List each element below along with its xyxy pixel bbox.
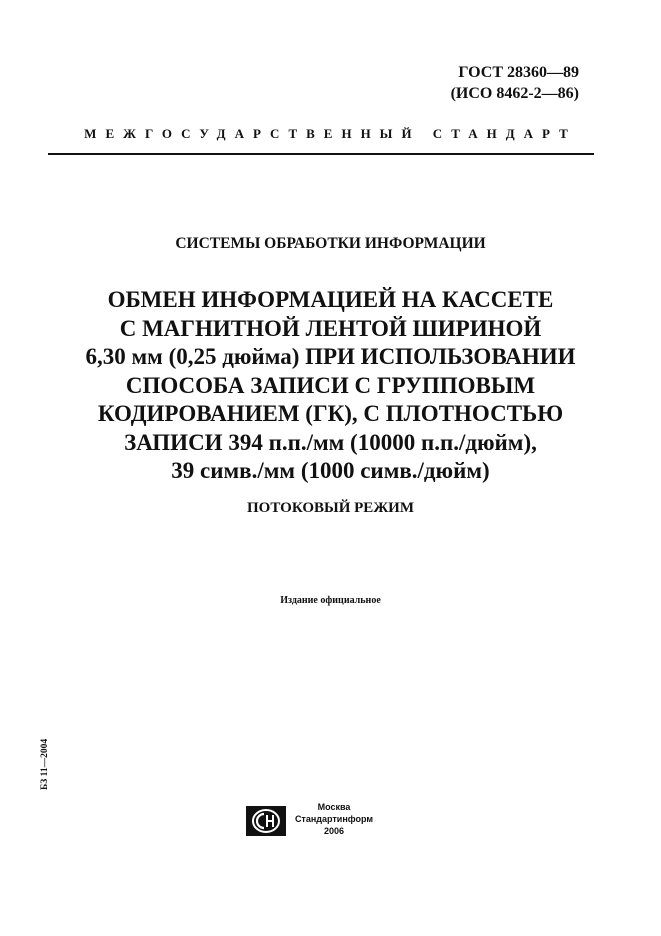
mode-subtitle: ПОТОКОВЫЙ РЕЖИМ	[247, 500, 414, 516]
publisher-city: Москва	[317, 802, 351, 812]
title-line: 39 симв./мм (1000 симв./дюйм)	[171, 458, 490, 483]
edition-note: Издание официальное	[280, 595, 381, 606]
document-title	[40, 286, 621, 486]
side-note: БЗ 11—2004	[40, 738, 50, 790]
standard-category: МЕЖГОСУДАРСТВЕННЫЙ СТАНДАРТ	[84, 126, 577, 141]
divider-rule	[48, 153, 594, 155]
publisher-year: 2006	[323, 826, 345, 836]
publisher-name: Стандартинформ	[294, 814, 374, 824]
series-title: СИСТЕМЫ ОБРАБОТКИ ИНФОРМАЦИИ	[175, 235, 486, 252]
title-line: 6,30 мм (0,25 дюйма) ПРИ ИСПОЛЬЗОВАНИИ	[85, 344, 576, 369]
title-line: ОБМЕН ИНФОРМАЦИЕЙ НА КАССЕТЕ	[107, 287, 554, 312]
title-line: КОДИРОВАНИЕМ (ГК), С ПЛОТНОСТЬЮ	[97, 401, 564, 426]
title-line: ЗАПИСИ 394 п.п./мм (10000 п.п./дюйм),	[124, 429, 537, 455]
publisher-block	[294, 801, 374, 837]
document-number-block	[451, 62, 579, 104]
iso-number: (ИСО 8462-2—86)	[450, 85, 579, 102]
standartinform-logo-icon	[246, 806, 286, 836]
gost-number: ГОСТ 28360—89	[458, 64, 579, 81]
title-line: С МАГНИТНОЙ ЛЕНТОЙ ШИРИНОЙ	[119, 315, 542, 341]
title-line: СПОСОБА ЗАПИСИ С ГРУППОВЫМ	[125, 372, 536, 398]
